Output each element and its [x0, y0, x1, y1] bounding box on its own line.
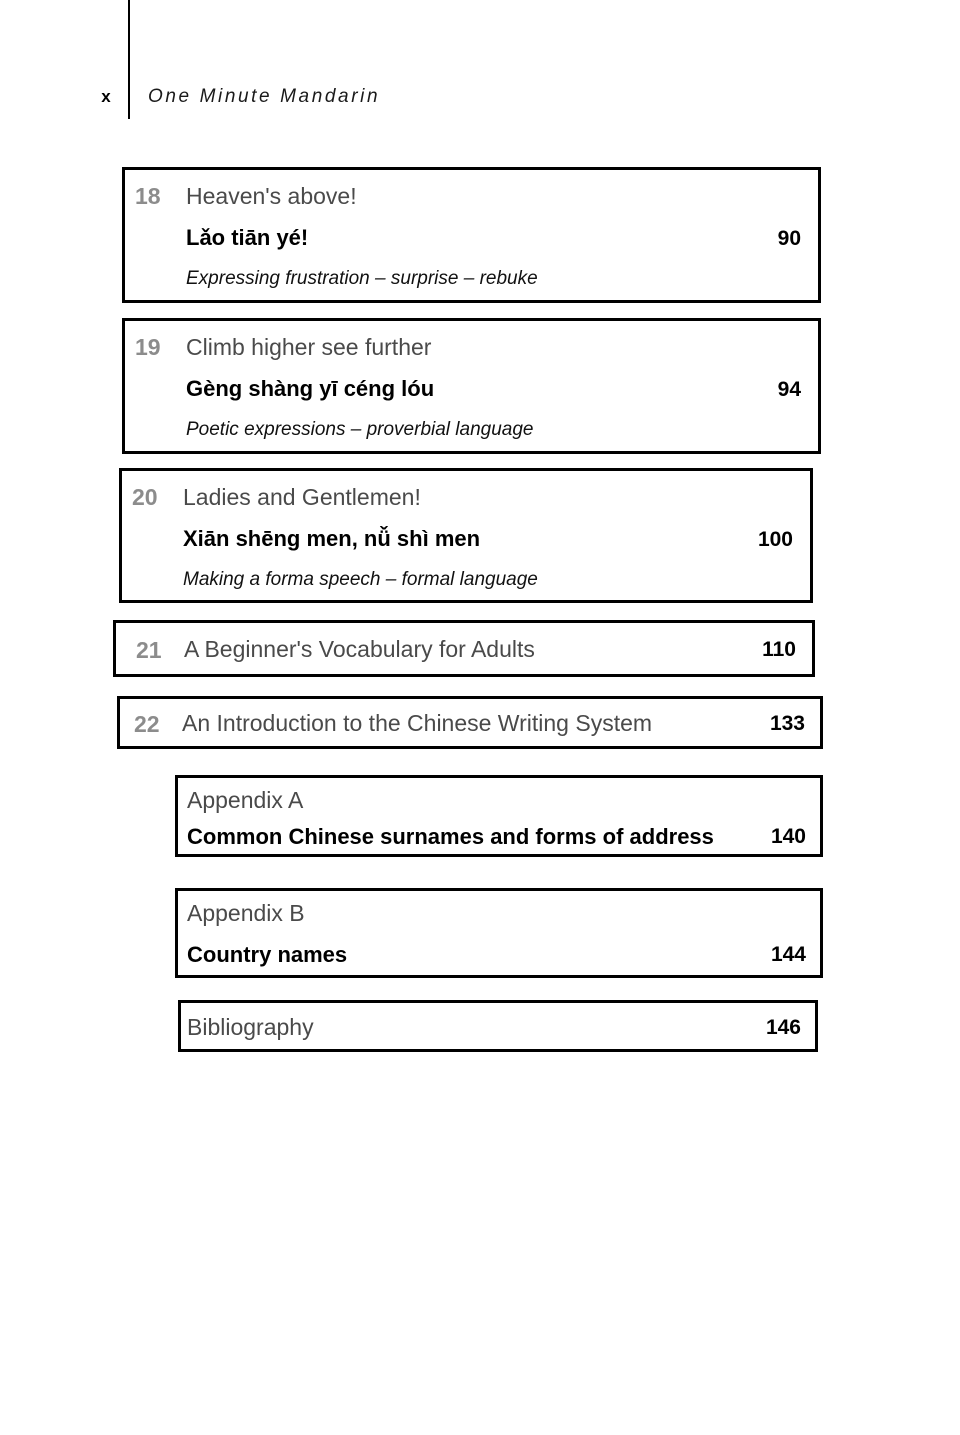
toc-entry[interactable] [113, 620, 815, 677]
toc-entry-title: An Introduction to the Chinese Writing System [182, 710, 653, 736]
toc-entry-page-number: 144 [770, 943, 806, 966]
toc-entry-description: Making a forma speech – formal language [183, 569, 538, 590]
running-head-title: One Minute Mandarin [148, 86, 381, 107]
toc-entry-number: 18 [135, 183, 161, 209]
toc-entry[interactable] [117, 696, 823, 749]
toc-entry-page-number: 100 [757, 528, 793, 551]
toc-entry-pinyin: Xiān shēng men, nǚ shì men [183, 526, 481, 551]
toc-entry[interactable] [122, 318, 821, 454]
toc-entry-description: Poetic expressions – proverbial language [186, 419, 534, 440]
toc-entry-subtitle: Country names [187, 942, 348, 967]
toc-entry-subtitle: Common Chinese surnames and forms of address [187, 824, 714, 849]
toc-entry-title: Heaven's above! [186, 183, 357, 209]
toc-entry-number: 20 [132, 484, 158, 510]
toc-entry-page-number: 146 [765, 1016, 801, 1039]
page-folio: x [101, 87, 111, 106]
toc-entry-page-number: 140 [770, 825, 806, 848]
toc-entry-page-number: 94 [777, 378, 801, 401]
toc-entry-appendix-a[interactable] [175, 775, 823, 857]
toc-entry-pinyin: Lǎo tiān yé! [186, 225, 309, 250]
toc-entry-description: Expressing frustration – surprise – rebuke [186, 268, 538, 289]
toc-entry-title: Ladies and Gentlemen! [183, 484, 421, 510]
toc-entry-title: Appendix A [187, 787, 304, 813]
toc-entry-number: 19 [135, 334, 161, 360]
toc-entry-title: A Beginner's Vocabulary for Adults [184, 636, 535, 662]
toc-entry-page-number: 110 [762, 638, 796, 661]
toc-entry-title: Bibliography [187, 1014, 314, 1040]
toc-entry-pinyin: Gèng shàng yī céng lóu [186, 376, 435, 401]
toc-entry-page-number: 90 [777, 227, 801, 250]
toc-entry-title: Appendix B [187, 900, 305, 926]
toc-entry-page-number: 133 [769, 712, 805, 735]
running-head-rule [128, 0, 130, 119]
toc-entry-number: 21 [136, 637, 162, 663]
toc-entry-appendix-b[interactable] [175, 888, 823, 978]
toc-entry-bibliography[interactable] [178, 1000, 818, 1052]
toc-entry-number: 22 [134, 711, 160, 737]
toc-entry[interactable] [119, 468, 813, 603]
toc-entry-title: Climb higher see further [186, 334, 432, 360]
running-head [0, 0, 960, 130]
toc-entry[interactable] [122, 167, 821, 303]
